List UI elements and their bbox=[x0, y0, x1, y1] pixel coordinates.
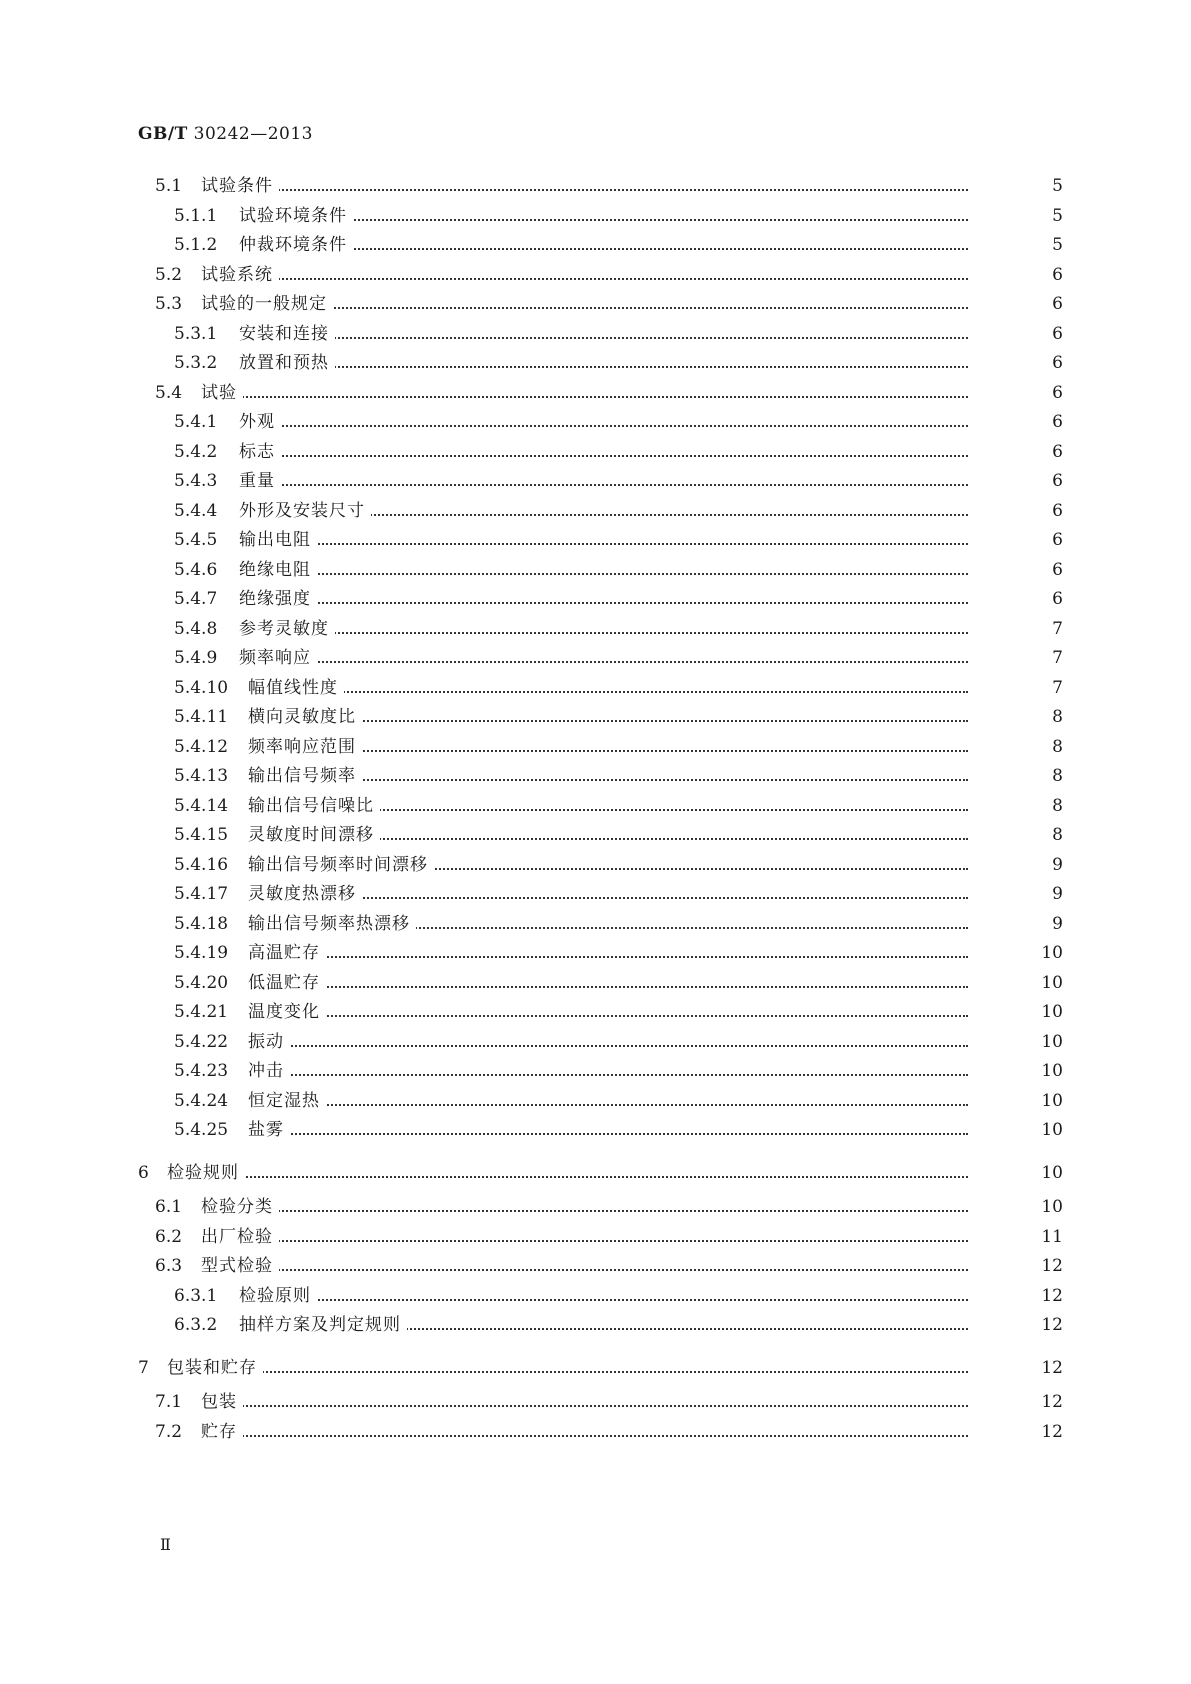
toc-entry[interactable] bbox=[0, 233, 1191, 257]
toc-entry[interactable] bbox=[0, 1195, 1191, 1219]
toc-entry-title: 试验环境条件 bbox=[239, 204, 353, 228]
toc-entry[interactable] bbox=[0, 794, 1191, 818]
toc-entry-page: 10 bbox=[1041, 1032, 1063, 1052]
toc-entry-title: 输出信号频率时间漂移 bbox=[248, 853, 434, 877]
toc-entry-number: 6.3.1 bbox=[174, 1286, 218, 1306]
toc-entry-title: 外形及安装尺寸 bbox=[239, 499, 371, 523]
toc-dot-leader bbox=[259, 661, 968, 663]
toc-entry[interactable] bbox=[0, 1030, 1191, 1054]
toc-entry[interactable] bbox=[0, 1089, 1191, 1113]
toc-entry[interactable] bbox=[0, 469, 1191, 493]
toc-entry[interactable] bbox=[0, 381, 1191, 405]
toc-entry-number: 5.4.25 bbox=[174, 1120, 229, 1140]
toc-entry-title: 试验 bbox=[201, 381, 243, 405]
toc-dot-leader bbox=[268, 986, 968, 988]
toc-entry-title: 输出信号信噪比 bbox=[248, 794, 380, 818]
toc-entry-number: 5.4.15 bbox=[174, 825, 229, 845]
toc-dot-leader bbox=[187, 1371, 968, 1373]
toc-entry[interactable] bbox=[0, 351, 1191, 375]
toc-entry-title: 高温贮存 bbox=[248, 941, 326, 965]
page-number-footer: Ⅱ bbox=[160, 1535, 171, 1554]
toc-dot-leader bbox=[221, 1405, 968, 1407]
toc-entry-title: 恒定湿热 bbox=[248, 1089, 326, 1113]
toc-entry-number: 5.4.14 bbox=[174, 796, 229, 816]
toc-dot-leader bbox=[221, 1435, 968, 1437]
toc-entry-number: 6.1 bbox=[155, 1197, 183, 1217]
toc-entry-page: 9 bbox=[1052, 884, 1063, 904]
toc-dot-leader bbox=[187, 1176, 968, 1178]
toc-entry-number: 5.4.21 bbox=[174, 1002, 229, 1022]
toc-entry-number: 5.1.1 bbox=[174, 206, 218, 226]
standard-prefix: GB/T bbox=[138, 124, 188, 144]
toc-dot-leader bbox=[268, 750, 968, 752]
toc-entry-number: 5.3.1 bbox=[174, 324, 218, 344]
toc-entry-page: 7 bbox=[1052, 678, 1063, 698]
toc-entry-number: 5.4.5 bbox=[174, 530, 218, 550]
toc-entry-page: 6 bbox=[1052, 265, 1063, 285]
toc-entry-page: 10 bbox=[1041, 943, 1063, 963]
toc-entry-page: 8 bbox=[1052, 825, 1063, 845]
toc-entry-title: 幅值线性度 bbox=[248, 676, 344, 700]
toc-entry[interactable] bbox=[0, 1284, 1191, 1308]
toc-entry-number: 7 bbox=[138, 1358, 149, 1378]
toc-dot-leader bbox=[259, 1299, 968, 1301]
toc-entry[interactable] bbox=[0, 823, 1191, 847]
toc-entry-page: 7 bbox=[1052, 619, 1063, 639]
toc-entry-title: 温度变化 bbox=[248, 1000, 326, 1024]
toc-entry-number: 7.2 bbox=[155, 1422, 183, 1442]
toc-entry-title: 绝缘强度 bbox=[239, 587, 317, 611]
toc-dot-leader bbox=[221, 278, 968, 280]
toc-entry[interactable] bbox=[0, 912, 1191, 936]
toc-entry-number: 5.4.24 bbox=[174, 1091, 229, 1111]
toc-entry-page: 6 bbox=[1052, 324, 1063, 344]
toc-entry-page: 10 bbox=[1041, 973, 1063, 993]
toc-dot-leader bbox=[259, 602, 968, 604]
toc-entry[interactable] bbox=[0, 499, 1191, 523]
toc-entry-number: 5.4 bbox=[155, 383, 183, 403]
toc-entry-title: 试验条件 bbox=[201, 174, 279, 198]
toc-dot-leader bbox=[268, 1074, 968, 1076]
toc-entry-number: 5.4.12 bbox=[174, 737, 229, 757]
toc-dot-leader bbox=[259, 543, 968, 545]
toc-entry-page: 6 bbox=[1052, 353, 1063, 373]
toc-entry[interactable] bbox=[0, 646, 1191, 670]
toc-entry-number: 5.4.1 bbox=[174, 412, 218, 432]
toc-entry-number: 6.2 bbox=[155, 1227, 183, 1247]
toc-entry[interactable] bbox=[0, 528, 1191, 552]
toc-entry-number: 5.3 bbox=[155, 294, 183, 314]
toc-entry-number: 5.4.6 bbox=[174, 560, 218, 580]
toc-entry[interactable] bbox=[0, 971, 1191, 995]
toc-entry-title: 冲击 bbox=[248, 1059, 290, 1083]
toc-dot-leader bbox=[221, 1269, 968, 1271]
toc-entry-title: 试验系统 bbox=[201, 263, 279, 287]
toc-entry-number: 5.4.19 bbox=[174, 943, 229, 963]
toc-dot-leader bbox=[221, 307, 968, 309]
toc-entry-title: 检验规则 bbox=[167, 1161, 245, 1185]
toc-entry-page: 12 bbox=[1041, 1256, 1063, 1276]
toc-entry-page: 10 bbox=[1041, 1002, 1063, 1022]
toc-entry-title: 低温贮存 bbox=[248, 971, 326, 995]
toc-dot-leader bbox=[268, 1015, 968, 1017]
toc-entry-title: 抽样方案及判定规则 bbox=[239, 1313, 407, 1337]
toc-entry-page: 8 bbox=[1052, 796, 1063, 816]
toc-dot-leader bbox=[221, 1240, 968, 1242]
toc-entry[interactable] bbox=[0, 735, 1191, 759]
toc-dot-leader bbox=[259, 248, 968, 250]
toc-dot-leader bbox=[221, 396, 968, 398]
toc-entry[interactable] bbox=[0, 440, 1191, 464]
toc-entry-number: 5.3.2 bbox=[174, 353, 218, 373]
toc-entry-title: 盐雾 bbox=[248, 1118, 290, 1142]
toc-entry-title: 重量 bbox=[239, 469, 281, 493]
toc-entry[interactable] bbox=[0, 1161, 1191, 1185]
toc-dot-leader bbox=[259, 219, 968, 221]
toc-dot-leader bbox=[259, 455, 968, 457]
toc-dot-leader bbox=[268, 897, 968, 899]
toc-entry-number: 5.4.9 bbox=[174, 648, 218, 668]
toc-entry-title: 出厂检验 bbox=[201, 1225, 279, 1249]
toc-entry[interactable] bbox=[0, 1225, 1191, 1249]
toc-entry-title: 包装和贮存 bbox=[167, 1356, 263, 1380]
toc-dot-leader bbox=[268, 691, 968, 693]
toc-entry-title: 输出信号频率 bbox=[248, 764, 362, 788]
toc-entry[interactable] bbox=[0, 941, 1191, 965]
toc-entry-number: 5.1 bbox=[155, 176, 183, 196]
toc-entry-page: 9 bbox=[1052, 914, 1063, 934]
toc-entry[interactable] bbox=[0, 1059, 1191, 1083]
toc-entry-page: 6 bbox=[1052, 442, 1063, 462]
toc-entry[interactable] bbox=[0, 617, 1191, 641]
toc-entry-title: 标志 bbox=[239, 440, 281, 464]
toc-dot-leader bbox=[268, 1133, 968, 1135]
toc-entry[interactable] bbox=[0, 204, 1191, 228]
toc-dot-leader bbox=[259, 425, 968, 427]
toc-entry-page: 12 bbox=[1041, 1358, 1063, 1378]
toc-entry[interactable] bbox=[0, 292, 1191, 316]
toc-dot-leader bbox=[268, 1104, 968, 1106]
toc-entry-page: 7 bbox=[1052, 648, 1063, 668]
toc-entry-title: 试验的一般规定 bbox=[201, 292, 333, 316]
toc-entry-page: 5 bbox=[1052, 235, 1063, 255]
toc-entry-page: 6 bbox=[1052, 589, 1063, 609]
toc-entry-title: 放置和预热 bbox=[239, 351, 335, 375]
toc-entry-title: 包装 bbox=[201, 1390, 243, 1414]
toc-entry-number: 5.4.11 bbox=[174, 707, 229, 727]
toc-entry-page: 10 bbox=[1041, 1091, 1063, 1111]
toc-entry-number: 6.3 bbox=[155, 1256, 183, 1276]
toc-entry-page: 10 bbox=[1041, 1197, 1063, 1217]
toc-entry[interactable] bbox=[0, 676, 1191, 700]
toc-entry-title: 外观 bbox=[239, 410, 281, 434]
toc-entry-number: 5.4.2 bbox=[174, 442, 218, 462]
toc-dot-leader bbox=[268, 720, 968, 722]
toc-entry[interactable] bbox=[0, 263, 1191, 287]
toc-entry-page: 6 bbox=[1052, 383, 1063, 403]
toc-entry-number: 5.4.23 bbox=[174, 1061, 229, 1081]
toc-entry-page: 6 bbox=[1052, 412, 1063, 432]
toc-entry-title: 贮存 bbox=[201, 1420, 243, 1444]
toc-entry[interactable] bbox=[0, 882, 1191, 906]
toc-entry-page: 6 bbox=[1052, 471, 1063, 491]
toc-entry-title: 型式检验 bbox=[201, 1254, 279, 1278]
toc-entry[interactable] bbox=[0, 1420, 1191, 1444]
toc-dot-leader bbox=[268, 956, 968, 958]
toc-entry[interactable] bbox=[0, 1000, 1191, 1024]
toc-entry-number: 6.3.2 bbox=[174, 1315, 218, 1335]
toc-entry-page: 12 bbox=[1041, 1286, 1063, 1306]
toc-entry-page: 10 bbox=[1041, 1061, 1063, 1081]
toc-entry[interactable] bbox=[0, 1254, 1191, 1278]
toc-entry[interactable] bbox=[0, 587, 1191, 611]
toc-entry[interactable] bbox=[0, 1313, 1191, 1337]
toc-entry-number: 5.4.17 bbox=[174, 884, 229, 904]
toc-entry[interactable] bbox=[0, 1356, 1191, 1380]
toc-entry-page: 8 bbox=[1052, 737, 1063, 757]
toc-dot-leader bbox=[221, 189, 968, 191]
toc-entry[interactable] bbox=[0, 410, 1191, 434]
toc-dot-leader bbox=[259, 632, 968, 634]
toc-dot-leader bbox=[268, 1045, 968, 1047]
toc-dot-leader bbox=[259, 573, 968, 575]
toc-entry[interactable] bbox=[0, 1390, 1191, 1414]
toc-entry-title: 频率响应 bbox=[239, 646, 317, 670]
toc-entry-title: 参考灵敏度 bbox=[239, 617, 335, 641]
toc-entry-page: 8 bbox=[1052, 707, 1063, 727]
toc-entry[interactable] bbox=[0, 764, 1191, 788]
toc-entry-page: 9 bbox=[1052, 855, 1063, 875]
standard-number: 30242—2013 bbox=[193, 124, 313, 144]
toc-entry-number: 5.4.7 bbox=[174, 589, 218, 609]
toc-entry-title: 检验分类 bbox=[201, 1195, 279, 1219]
toc-entry-page: 8 bbox=[1052, 766, 1063, 786]
toc-entry-number: 5.4.3 bbox=[174, 471, 218, 491]
toc-dot-leader bbox=[259, 366, 968, 368]
toc-entry[interactable] bbox=[0, 558, 1191, 582]
toc-entry-title: 输出电阻 bbox=[239, 528, 317, 552]
toc-entry[interactable] bbox=[0, 1118, 1191, 1142]
toc-entry-number: 5.4.22 bbox=[174, 1032, 229, 1052]
toc-entry-page: 5 bbox=[1052, 206, 1063, 226]
toc-entry-title: 安装和连接 bbox=[239, 322, 335, 346]
toc-entry-number: 5.4.13 bbox=[174, 766, 229, 786]
toc-entry-number: 5.1.2 bbox=[174, 235, 218, 255]
toc-entry-page: 11 bbox=[1041, 1227, 1063, 1247]
toc-entry-title: 灵敏度热漂移 bbox=[248, 882, 362, 906]
toc-entry-page: 12 bbox=[1041, 1422, 1063, 1442]
toc-entry[interactable] bbox=[0, 853, 1191, 877]
toc-entry-page: 6 bbox=[1052, 530, 1063, 550]
toc-entry-page: 6 bbox=[1052, 501, 1063, 521]
toc-entry-number: 5.2 bbox=[155, 265, 183, 285]
toc-dot-leader bbox=[259, 484, 968, 486]
toc-entry-title: 振动 bbox=[248, 1030, 290, 1054]
toc-entry-page: 10 bbox=[1041, 1163, 1063, 1183]
toc-entry-page: 6 bbox=[1052, 294, 1063, 314]
toc-dot-leader bbox=[268, 779, 968, 781]
toc-entry-title: 仲裁环境条件 bbox=[239, 233, 353, 257]
toc-entry-title: 检验原则 bbox=[239, 1284, 317, 1308]
toc-entry-page: 6 bbox=[1052, 560, 1063, 580]
toc-entry-number: 5.4.16 bbox=[174, 855, 229, 875]
toc-dot-leader bbox=[221, 1210, 968, 1212]
toc-dot-leader bbox=[259, 337, 968, 339]
toc-entry-number: 5.4.8 bbox=[174, 619, 218, 639]
toc-entry-number: 5.4.10 bbox=[174, 678, 229, 698]
toc-entry-number: 6 bbox=[138, 1163, 149, 1183]
toc-entry-page: 5 bbox=[1052, 176, 1063, 196]
toc-entry-page: 12 bbox=[1041, 1315, 1063, 1335]
toc-entry[interactable] bbox=[0, 705, 1191, 729]
toc-entry-page: 12 bbox=[1041, 1392, 1063, 1412]
toc-entry-title: 频率响应范围 bbox=[248, 735, 362, 759]
toc-entry-page: 10 bbox=[1041, 1120, 1063, 1140]
toc-entry-number: 5.4.20 bbox=[174, 973, 229, 993]
toc-entry-title: 灵敏度时间漂移 bbox=[248, 823, 380, 847]
toc-entry-title: 输出信号频率热漂移 bbox=[248, 912, 416, 936]
toc-entry-title: 横向灵敏度比 bbox=[248, 705, 362, 729]
toc-entry-number: 5.4.4 bbox=[174, 501, 218, 521]
toc-entry-number: 5.4.18 bbox=[174, 914, 229, 934]
toc-entry-number: 7.1 bbox=[155, 1392, 183, 1412]
toc-entry-title: 绝缘电阻 bbox=[239, 558, 317, 582]
toc-entry[interactable] bbox=[0, 322, 1191, 346]
toc-entry[interactable] bbox=[0, 174, 1191, 198]
